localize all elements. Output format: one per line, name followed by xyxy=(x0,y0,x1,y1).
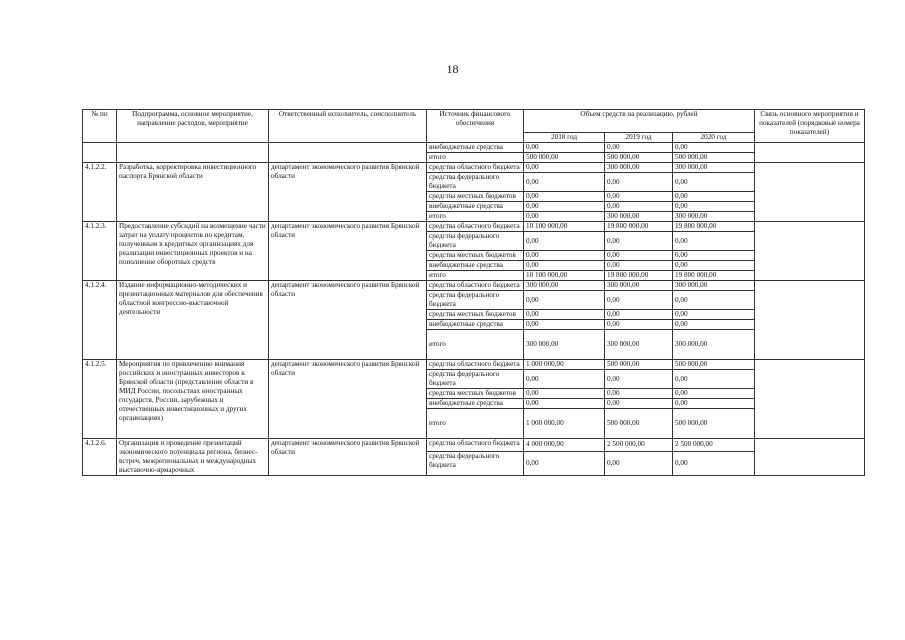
value-v2019: 500 000,00 xyxy=(605,409,673,439)
row-source: средства областного бюджета xyxy=(427,360,524,370)
table-row xyxy=(83,360,865,370)
row-source: внебюджетные средства xyxy=(427,143,524,153)
value-v2019: 300 000,00 xyxy=(605,281,673,291)
row-source: средства федерального бюджета xyxy=(427,370,524,389)
header-subprogram: Подпрограмма, основное мероприятие, направление расходов, мероприятие xyxy=(117,110,269,143)
row-source: средства областного бюджета xyxy=(427,163,524,173)
value-v2019: 0,00 xyxy=(605,451,673,475)
row-link xyxy=(755,281,865,360)
row-title xyxy=(117,143,269,163)
table-row xyxy=(83,222,865,232)
value-v2019: 0,00 xyxy=(605,399,673,409)
row-number: 4.1.2.4. xyxy=(83,281,117,360)
value-v2019: 0,00 xyxy=(605,320,673,330)
header-executor: Ответственный исполнитель, соисполнитель xyxy=(269,110,427,143)
value-v2018: 300 000,00 xyxy=(524,330,605,360)
table-row xyxy=(83,439,865,452)
value-v2020: 0,00 xyxy=(673,261,755,271)
value-v2018: 0,00 xyxy=(524,389,605,399)
value-v2020: 0,00 xyxy=(673,370,755,389)
row-source: средства местных бюджетов xyxy=(427,251,524,261)
value-v2020: 0,00 xyxy=(673,399,755,409)
value-v2019: 19 800 000,00 xyxy=(605,271,673,281)
row-executor xyxy=(269,143,427,163)
value-v2020: 19 800 000,00 xyxy=(673,271,755,281)
header-year-2018: 2018 год xyxy=(524,133,605,143)
value-v2018: 0,00 xyxy=(524,251,605,261)
header-year-2020: 2020 год xyxy=(673,133,755,143)
value-v2018: 1 000 000,00 xyxy=(524,360,605,370)
value-v2019: 0,00 xyxy=(605,173,673,192)
row-executor: департамент экономического развития Брянской области xyxy=(269,281,427,360)
financing-table xyxy=(82,109,865,476)
value-v2020: 19 800 000,00 xyxy=(673,222,755,232)
header-year-2019: 2019 год xyxy=(605,133,673,143)
row-source: средства федерального бюджета xyxy=(427,232,524,251)
row-executor: департамент экономического развития Брянской области xyxy=(269,360,427,439)
page-number: 18 xyxy=(446,62,459,76)
value-v2020: 0,00 xyxy=(673,389,755,399)
value-v2019: 300 000,00 xyxy=(605,212,673,222)
row-source: итого xyxy=(427,212,524,222)
value-v2020: 500 000,00 xyxy=(673,360,755,370)
row-link xyxy=(755,222,865,281)
row-source: средства федерального бюджета xyxy=(427,291,524,310)
row-source: итого xyxy=(427,271,524,281)
header-no: № пп xyxy=(83,110,117,143)
value-v2019: 300 000,00 xyxy=(605,330,673,360)
value-v2020: 500 000,00 xyxy=(673,153,755,163)
row-title: Мероприятия по привлечению внимания российских и иностранных инвесторов к Брянской области (представление области в МИД России, посольствах иностранных государств, России, зарубежных и отечественных инвестиционных и других организациях) xyxy=(117,360,269,439)
value-v2019: 0,00 xyxy=(605,389,673,399)
value-v2020: 0,00 xyxy=(673,291,755,310)
value-v2020: 0,00 xyxy=(673,192,755,202)
row-source: средства областного бюджета xyxy=(427,281,524,291)
value-v2019: 0,00 xyxy=(605,310,673,320)
row-source: внебюджетные средства xyxy=(427,202,524,212)
value-v2018: 0,00 xyxy=(524,143,605,153)
row-title: Разработка, корректировка инвестиционного паспорта Брянской области xyxy=(117,163,269,222)
row-source: средства местных бюджетов xyxy=(427,192,524,202)
row-source: средства областного бюджета xyxy=(427,439,524,452)
value-v2019: 300 000,00 xyxy=(605,163,673,173)
value-v2019: 0,00 xyxy=(605,143,673,153)
row-source: внебюджетные средства xyxy=(427,261,524,271)
table-row xyxy=(83,281,865,291)
value-v2019: 0,00 xyxy=(605,251,673,261)
value-v2018: 4 000 000,00 xyxy=(524,439,605,452)
value-v2020: 300 000,00 xyxy=(673,163,755,173)
value-v2018: 0,00 xyxy=(524,192,605,202)
value-v2020: 0,00 xyxy=(673,451,755,475)
value-v2018: 0,00 xyxy=(524,212,605,222)
row-source: итого xyxy=(427,153,524,163)
value-v2020: 0,00 xyxy=(673,202,755,212)
value-v2019: 0,00 xyxy=(605,370,673,389)
row-link xyxy=(755,360,865,439)
value-v2019: 0,00 xyxy=(605,202,673,212)
value-v2018: 0,00 xyxy=(524,451,605,475)
row-source: внебюджетные средства xyxy=(427,399,524,409)
table-row xyxy=(83,163,865,173)
row-link xyxy=(755,439,865,476)
row-number xyxy=(83,143,117,163)
value-v2018: 0,00 xyxy=(524,399,605,409)
value-v2019: 0,00 xyxy=(605,232,673,251)
value-v2020: 0,00 xyxy=(673,310,755,320)
value-v2020: 0,00 xyxy=(673,320,755,330)
value-v2019: 500 000,00 xyxy=(605,153,673,163)
row-number: 4.1.2.3. xyxy=(83,222,117,281)
row-source: итого xyxy=(427,330,524,360)
row-executor: департамент экономического развития Брянской области xyxy=(269,222,427,281)
value-v2018: 0,00 xyxy=(524,202,605,212)
value-v2018: 0,00 xyxy=(524,163,605,173)
value-v2020: 2 500 000,00 xyxy=(673,439,755,452)
value-v2019: 19 800 000,00 xyxy=(605,222,673,232)
value-v2018: 0,00 xyxy=(524,232,605,251)
value-v2020: 500 000,00 xyxy=(673,409,755,439)
value-v2018: 0,00 xyxy=(524,310,605,320)
row-source: итого xyxy=(427,409,524,439)
row-source: средства местных бюджетов xyxy=(427,389,524,399)
value-v2018: 300 000,00 xyxy=(524,281,605,291)
value-v2018: 10 100 000,00 xyxy=(524,271,605,281)
row-link xyxy=(755,163,865,222)
value-v2020: 0,00 xyxy=(673,143,755,153)
row-number: 4.1.2.5. xyxy=(83,360,117,439)
header-link: Связь основного мероприятия и показателей (порядковые номера показателей) xyxy=(755,110,865,143)
value-v2019: 0,00 xyxy=(605,261,673,271)
value-v2019: 500 000,00 xyxy=(605,360,673,370)
value-v2020: 0,00 xyxy=(673,251,755,261)
row-source: внебюджетные средства xyxy=(427,320,524,330)
header-volume: Объем средств на реализацию, рублей xyxy=(524,110,755,133)
row-source: средства федерального бюджета xyxy=(427,451,524,475)
value-v2018: 10 100 000,00 xyxy=(524,222,605,232)
header-source: Источник финансового обеспечения xyxy=(427,110,524,143)
table-body xyxy=(83,143,865,476)
row-title: Организация и проведение презентаций экономического потенциала региона, бизнес-встреч, межрегиональных и международных выставочно-ярмарочных xyxy=(117,439,269,476)
value-v2019: 0,00 xyxy=(605,291,673,310)
value-v2018: 1 000 000,00 xyxy=(524,409,605,439)
row-link xyxy=(755,143,865,163)
value-v2019: 0,00 xyxy=(605,192,673,202)
value-v2020: 300 000,00 xyxy=(673,212,755,222)
row-number: 4.1.2.2. xyxy=(83,163,117,222)
table-row xyxy=(83,143,865,153)
row-source: средства местных бюджетов xyxy=(427,310,524,320)
row-title: Издание информационно-методических и презентационных материалов для обеспечения областной конгрессно-выставочной деятельности xyxy=(117,281,269,360)
value-v2019: 2 500 000,00 xyxy=(605,439,673,452)
row-number: 4.1.2.6. xyxy=(83,439,117,476)
value-v2018: 0,00 xyxy=(524,320,605,330)
value-v2018: 0,00 xyxy=(524,261,605,271)
value-v2018: 500 000,00 xyxy=(524,153,605,163)
row-title: Предоставление субсидий на возмещение части затрат на уплату процентов по кредитам, полученным в кредитных организациях для реализации инвестиционных проектов и на пополнение оборотных средств xyxy=(117,222,269,281)
value-v2018: 0,00 xyxy=(524,291,605,310)
row-executor: департамент экономического развития Брянской области xyxy=(269,163,427,222)
row-source: средства областного бюджета xyxy=(427,222,524,232)
value-v2018: 0,00 xyxy=(524,370,605,389)
row-source: средства федерального бюджета xyxy=(427,173,524,192)
header-row xyxy=(83,110,865,133)
value-v2018: 0,00 xyxy=(524,173,605,192)
value-v2020: 300 000,00 xyxy=(673,330,755,360)
value-v2020: 0,00 xyxy=(673,173,755,192)
value-v2020: 300 000,00 xyxy=(673,281,755,291)
row-executor: департамент экономического развития Брянской области xyxy=(269,439,427,476)
value-v2020: 0,00 xyxy=(673,232,755,251)
